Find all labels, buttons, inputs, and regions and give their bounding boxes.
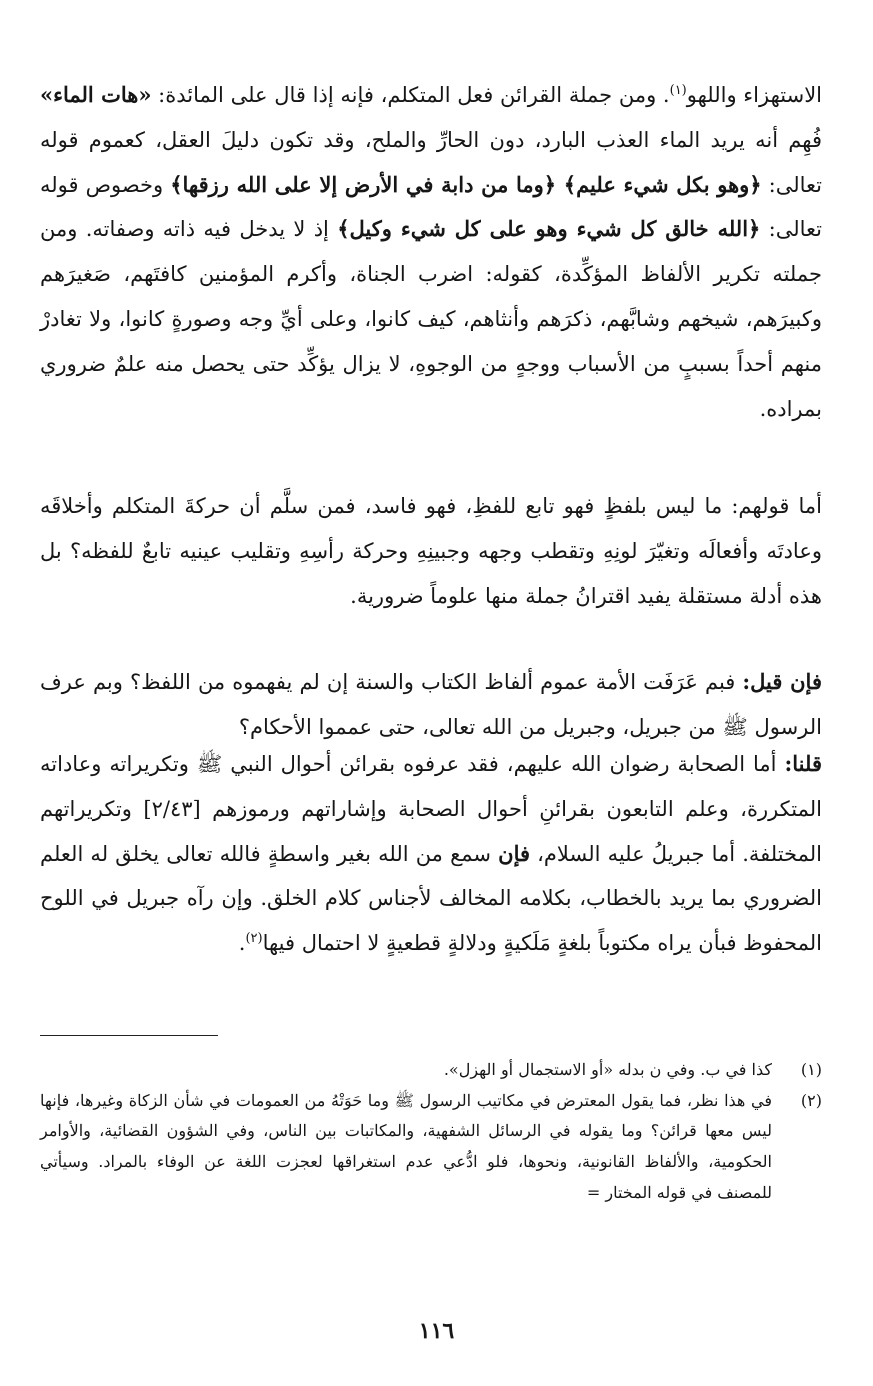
objection-lead: فإن قيل: [742,669,822,694]
paragraph-text: فبم عَرَفَت الأمة عموم ألفاظ الكتاب والسنة إن لم يفهموه من اللفظ؟ وبم عرف الرسول ﷺ من جبريل، وجبريل من الله تعالى، حتى عمموا الأحكام؟ [40,670,822,739]
footnotes [40,1055,822,1209]
paragraph-answer [40,742,822,966]
paragraph-text: أما قولهم: ما ليس بلفظٍ فهو تابع للفظِ، فهو فاسد، فمن سلَّم أن حركةَ المتكلم وأخلاقَه وعادتَه وأفعالَه وتغيّرَ لونِهِ وتقطب وجهه وجبينِهِ وحركة رأسِهِ وتقليب عينيه تابعٌ للفظه؟ بل هذه أدلة مستقلة يفيد اقترانُ جملة منها علوماً ضرورية. [40,494,822,608]
paragraph-text: الاستهزاء واللهو [686,83,823,107]
quoted-phrase: «هات الماء» [40,82,152,107]
page-number: ١١٦ [418,1318,455,1344]
answer-lead: قلنا: [784,751,822,776]
footnote-ref-2[interactable]: (٢) [245,931,263,947]
footnote-number: (٢) [800,1090,822,1110]
paragraph-objection [40,660,822,750]
paragraph-text: . [238,931,246,956]
footnote-divider [40,1035,218,1036]
paragraph-text: وخصوص قوله تعالى: [40,172,823,242]
footnote-ref-1[interactable]: (١) [669,83,687,98]
footnote-text: كذا في ب. وفي ن بدله «أو الاستجمال أو الهزل». [443,1060,772,1079]
paragraph-text: إذ لا يدخل فيه ذاته وصفاته. ومن جملته تكرير الألفاظ المؤكِّدة، كقوله: اضرب الجناة، وأكرم المؤمنين كافتَهم، صَغيرَهم وكبيرَهم، شيخهم وشابَّهم، ذكرَهم وأنثاهم، كيف كانوا، وعلى أيِّ وجه وصورةٍ كانوا، ولا تغادرْ منهم أحداً بسببٍ من الأسباب ووجهٍ من الوجوهِ، لا يزال يؤكِّد حتى يحصل منه علمٌ ضروري بمراده. [40,217,822,421]
paragraph-text: . ومن جملة القرائن فعل المتكلم، فإنه إذا قال على المائدة: [158,83,670,107]
paragraph-context-evidence [40,73,822,431]
footnote-text: في هذا نظر، فما يقول المعترض في مكاتيب الرسول ﷺ وما حَوَتْهُ من العمومات في شأن الزكاة وغيرها، فإنها ليس معها قرائن؟ وما يقوله في الرسائل الشفهية، والمكاتبات بين الناس، وفي الشؤون القضائية، والأوامر الحكومية، والألفاظ القانونية، ونحوها، فلو ادُّعي عدم استغراقها لعجزت اللغة عن الوفاء بالمراد. وسيأتي للمصنف في قوله المختار = [40,1090,772,1202]
quran-verse: ﴿الله خالق كل شيء وهو على كل شيء وكيل﴾ [337,216,761,242]
paragraph-text: أما الصحابة رضوان الله عليهم، فقد عرفوه بقرائن أحوال النبي ﷺ وتكريراته وعاداته المتكررة، وعلم التابعون بقرائنِ أحوال الصحابة وإشاراتهم ورموزهم [٢/٤٣] وتكريراتهم المختلفة. أما جبريلُ عليه السلام، [40,752,822,866]
paragraph-text: فُهِم أنه يريد الماء العذب البارد، دون الحارِّ والملح، وقد تكون دليلَ العقل، كعموم قوله تعالى: [40,127,823,197]
footnote-number: (١) [800,1060,822,1079]
quran-verse: ﴿وهو بكل شيء عليم﴾ ﴿وما من دابة في الأرض إلا على الله رزقها﴾ [170,171,762,197]
paragraph-rebuttal [40,484,822,618]
footnote-1 [40,1055,822,1086]
emphasis-word: فإن [498,840,530,866]
footnote-2 [40,1086,822,1209]
paragraph-text: سمع من الله بغير واسطةٍ فالله تعالى يخلق له العلم الضروري بما يريد بالخطاب، بكلامه المخالف لأجناس كلام الخلق. وإن رآه جبريل في اللوح المحفوظ فبأن يراه مكتوباً بلغةٍ مَلَكيةٍ ودلالةٍ قطعيةٍ لا احتمال فيها [40,841,822,956]
